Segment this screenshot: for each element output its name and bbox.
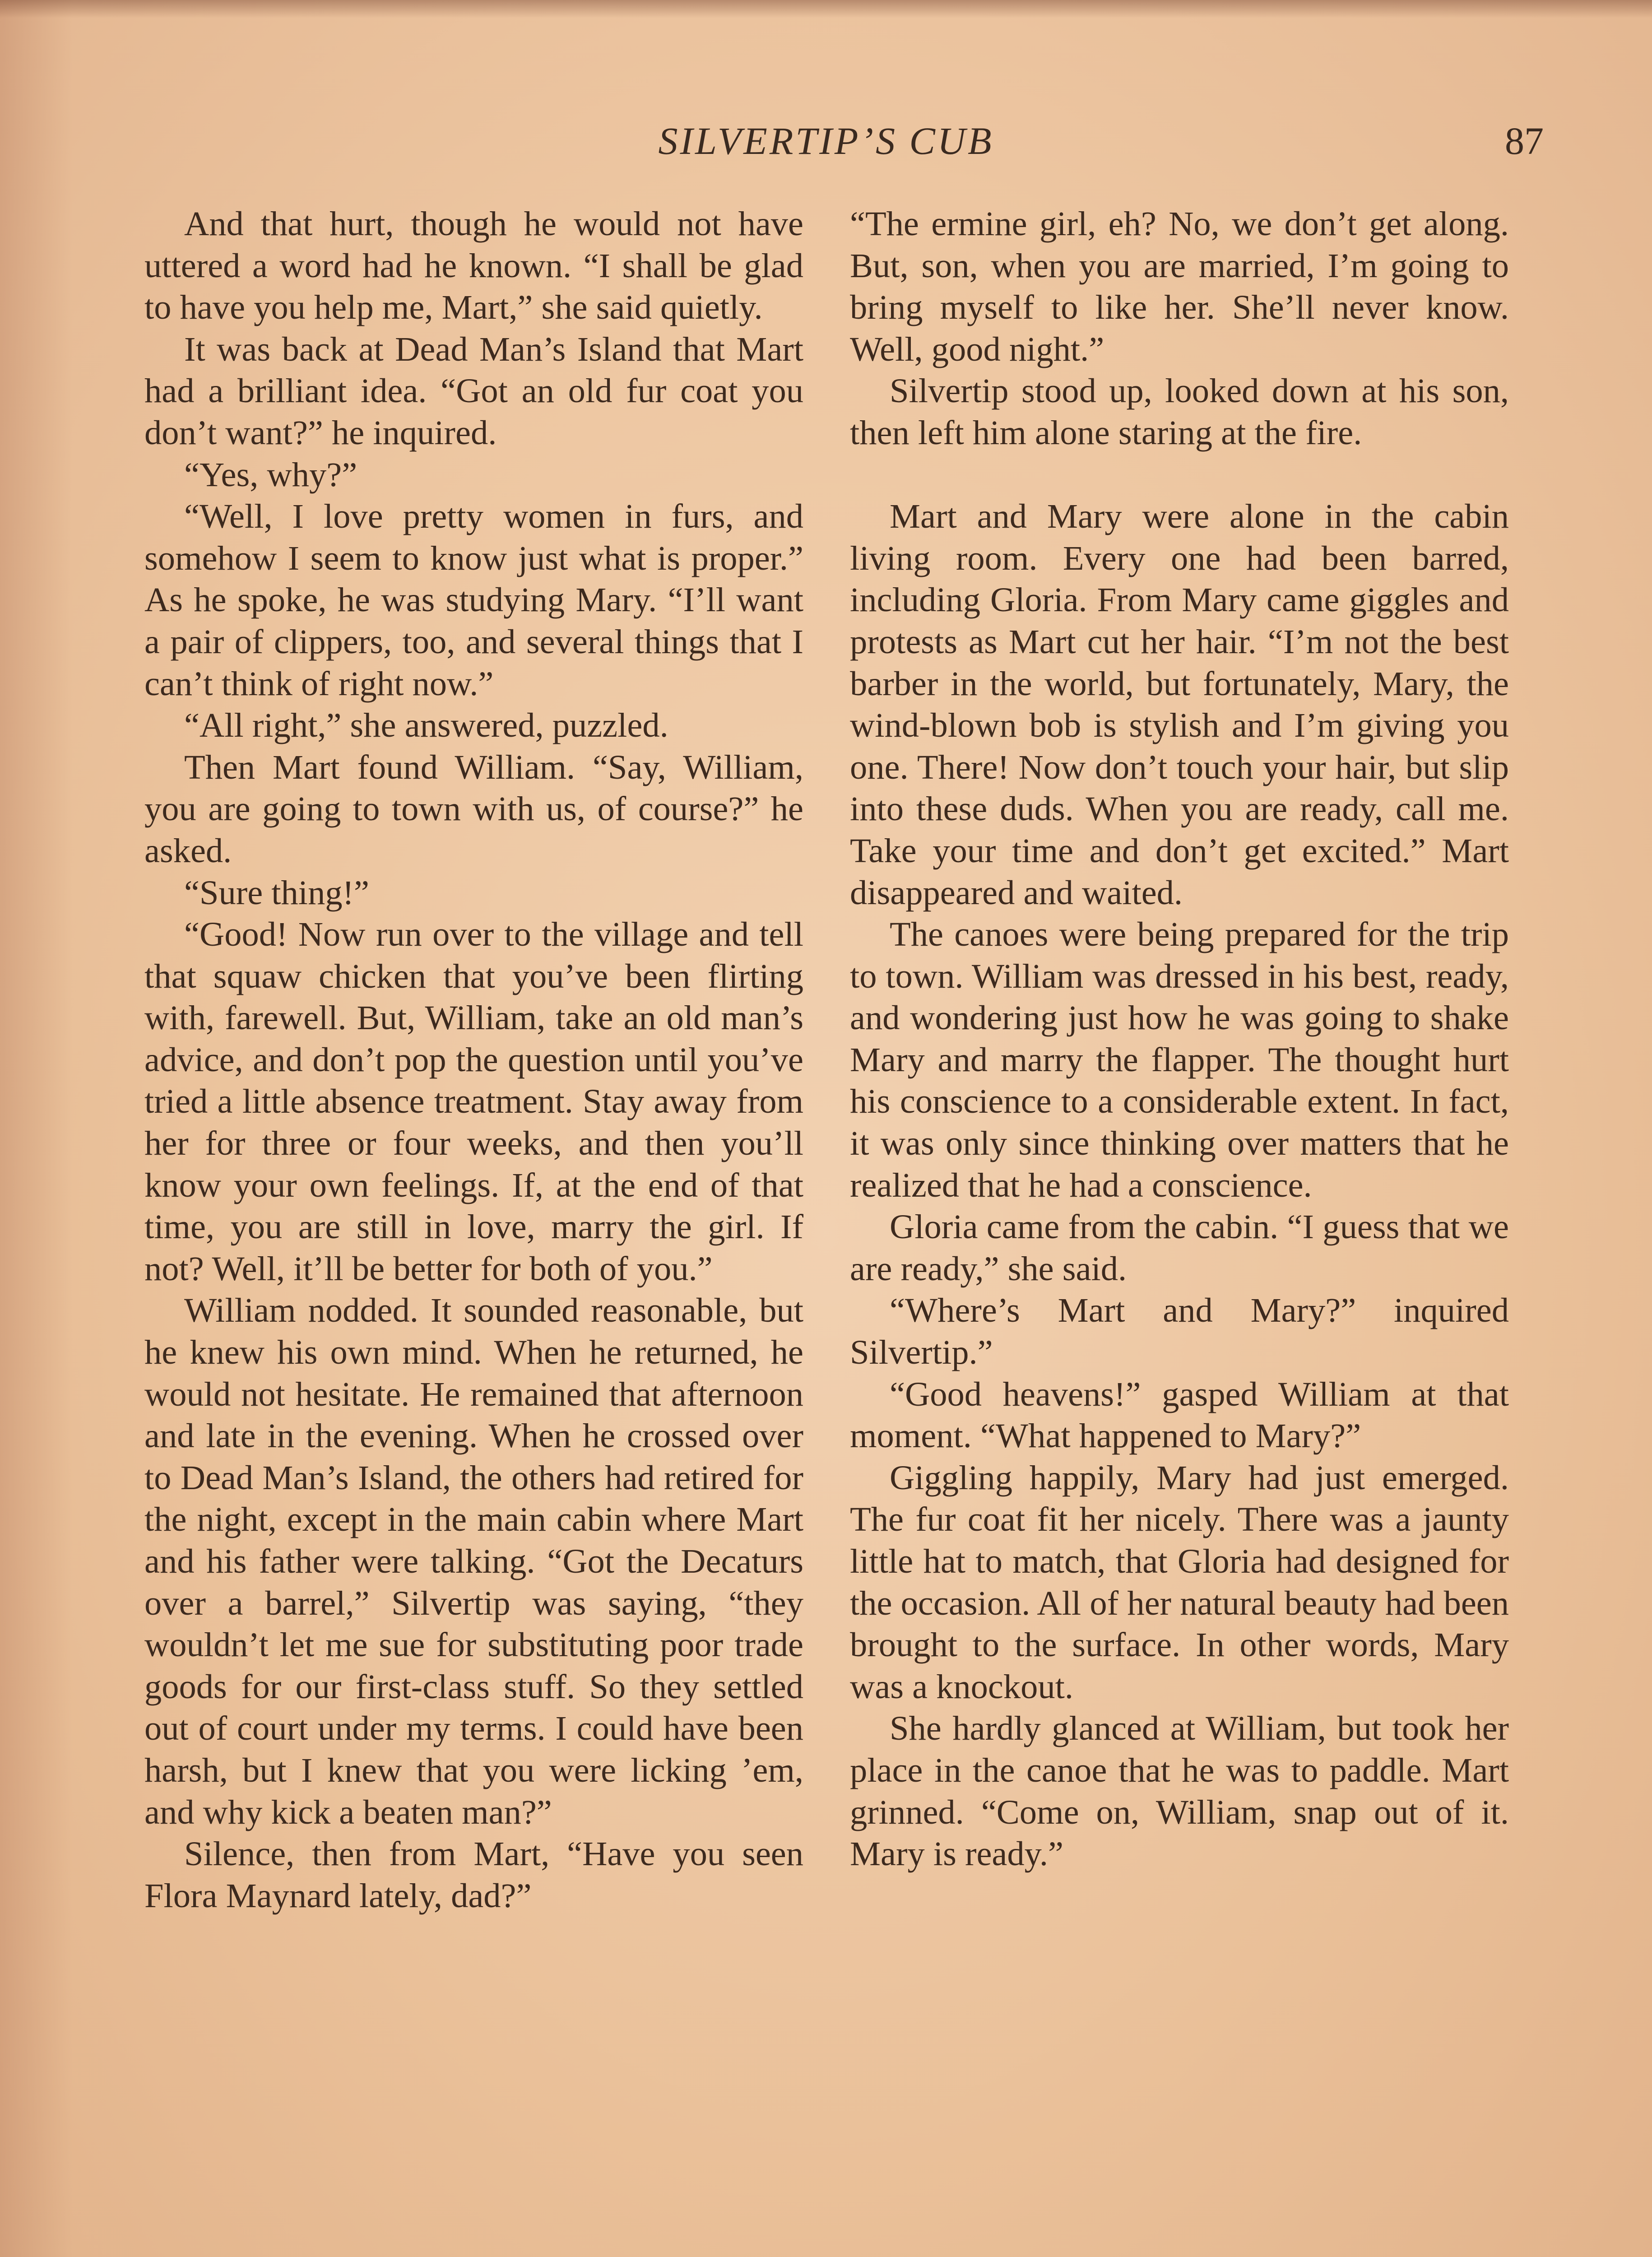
paragraph: “Yes, why?” <box>184 455 357 494</box>
paragraph: William nodded. It sounded reasonable, but he knew his own mind. When he returned, he would not hesitate. He remained that afternoon and late in the evening. When he crossed over to Dead Man’s Island, the others had retired for the night, except in the main cabin where Mart and his father were talking. “Got the Decaturs over a barrel,” Silvertip was saying, “they wouldn’t let me sue for substituting poor trade goods for our first-class stuff. So they settled out of court under my terms. I could have been harsh, but I knew that you were licking ’em, and why kick a beaten man?” <box>144 1291 803 1831</box>
paragraph: Then Mart found William. “Say, William, you are going to town with us, of course?” he asked. <box>144 748 803 870</box>
paragraph: It was back at Dead Man’s Island that Mart had a brilliant idea. “Got an old fur coat you don’t want?” he inquired. <box>144 330 803 452</box>
paragraph: “All right,” she answered, puzzled. <box>184 706 668 745</box>
text-column-left <box>144 203 803 1917</box>
running-title: SILVERTIP’S CUB <box>658 119 994 163</box>
paragraph: And that hurt, though he would not have uttered a word had he known. “I shall be glad to have you help me, Mart,” she said quietly. <box>144 204 803 327</box>
text-column-right <box>850 203 1509 1875</box>
paragraph: “The ermine girl, eh? No, we don’t get along. But, son, when you are married, I’m going to bring myself to like her. She’ll never know. Well, good night.” <box>850 204 1509 368</box>
paragraph: “Well, I love pretty women in furs, and somehow I seem to know just what is proper.” As he spoke, he was studying Mary. “I’ll want a pair of clippers, too, and several things that I can’t think of right now.” <box>144 497 803 703</box>
paragraph: The canoes were being prepared for the trip to town. William was dressed in his best, ready, and wondering just how he was going to shake Mary and marry the flapper. The thought hurt his conscience to a considerable extent. In fact, it was only since thinking over matters that he realized that he had a conscience. <box>850 915 1509 1204</box>
paragraph: “Good! Now run over to the village and tell that squaw chicken that you’ve been flirting with, farewell. But, William, take an old man’s advice, and don’t pop the question until you’ve tried a little absence treatment. Stay away from her for three or four weeks, and then you’ll know your own feelings. If, at the end of that time, you are still in love, marry the girl. If not? Well, it’ll be better for both of you.” <box>144 915 803 1288</box>
paragraph: Mart and Mary were alone in the cabin living room. Every one had been barred, including Gloria. From Mary came giggles and protests as Mart cut her hair. “I’m not the best barber in the world, but fortunately, Mary, the wind-blown bob is stylish and I’m giving you one. There! Now don’t touch your hair, but slip into these duds. When you are ready, call me. Take your time and don’t get excited.” Mart disappeared and waited. <box>850 497 1509 912</box>
paragraph: “Good heavens!” gasped William at that moment. “What happened to Mary?” <box>850 1375 1509 1455</box>
paragraph: Silvertip stood up, looked down at his son, then left him alone staring at the fire. <box>850 372 1509 452</box>
paragraph: “Sure thing!” <box>184 873 369 912</box>
paragraph: Giggling happily, Mary had just emerged. The fur coat fit her nicely. There was a jaunty little hat to match, that Gloria had designed for the occasion. All of her natural beauty had been brought to the surface. In other words, Mary was a knockout. <box>850 1458 1509 1706</box>
paragraph: “Where’s Mart and Mary?” inquired Silvertip.” <box>850 1291 1509 1372</box>
paragraph: Silence, then from Mart, “Have you seen Flora Maynard lately, dad?” <box>144 1834 803 1915</box>
page-number: 87 <box>1505 119 1544 163</box>
paragraph: Gloria came from the cabin. “I guess that we are ready,” she said. <box>850 1207 1509 1288</box>
page-edge-shadow <box>0 0 72 2257</box>
paragraph: She hardly glanced at William, but took her place in the canoe that he was to paddle. Mart grinned. “Come on, William, snap out of it. Mary is ready.” <box>850 1709 1509 1873</box>
page-top-shadow <box>0 0 1652 18</box>
